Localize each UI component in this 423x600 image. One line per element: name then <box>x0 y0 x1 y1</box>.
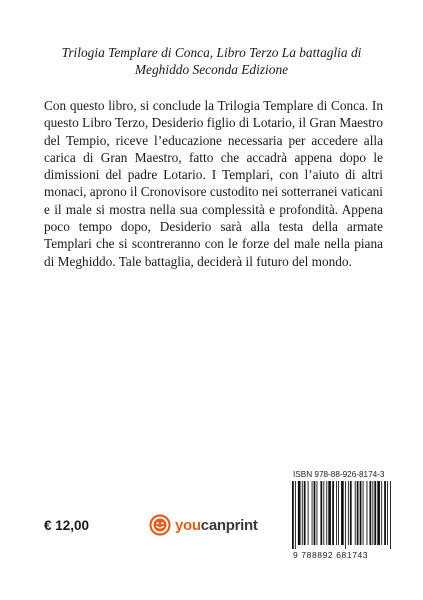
barcode-bar <box>314 481 316 545</box>
book-title-line-2: Meghiddo Seconda Edizione <box>134 62 289 77</box>
barcode-bar <box>341 481 344 545</box>
barcode-bar <box>338 481 339 545</box>
barcode-bar <box>295 481 296 549</box>
barcode-bar <box>304 481 306 545</box>
price-label: € 12,00 <box>44 518 90 533</box>
publisher-name-can: can <box>200 516 226 534</box>
barcode-bar <box>363 481 364 545</box>
barcode-bar <box>308 481 309 545</box>
barcode-bar <box>348 481 349 545</box>
publisher-name-you: you <box>175 516 201 534</box>
barcode-bar <box>377 481 380 545</box>
barcode-bar <box>350 481 352 545</box>
barcode-bar <box>381 481 382 545</box>
barcode-bar <box>328 481 331 545</box>
book-title-line-1: Trilogia Templare di Conca, Libro Terzo La battaglia di <box>61 45 362 60</box>
publisher-name <box>175 517 258 534</box>
barcode-bar <box>355 481 356 545</box>
barcode-bar <box>372 481 373 545</box>
barcode-bar <box>292 481 294 549</box>
barcode-bar <box>384 481 386 545</box>
barcode-bar <box>357 481 359 545</box>
barcode-bar <box>326 481 327 545</box>
barcode-bar <box>387 481 388 545</box>
book-description: Con questo libro, si conclude la Trilogia Templare di Conca. In questo Libro Terzo, Desiderio figlio di Lotario, il Gran Maestro del Tempio, riceve l’educazione necessaria per accedere alla carica di Gran Maestro, fatto che accadrà appena dopo le dimissioni del padre Lotario. I Templari, con l’aiuto di altri monaci, aprono il Cronovisore custodito nei sotterranei vaticani e il male si mostra nella sua complessità e profondità. Appena poco tempo dopo, Desiderio sarà alla testa della armate Templari che si scontreranno con le forze del male nella piana di Meghiddo. Tale battaglia, deciderà il futuro del mondo. <box>44 98 383 269</box>
barcode-bar <box>323 481 324 545</box>
isbn-digits: 9 788892 681743 <box>293 550 369 560</box>
barcode-bar <box>332 481 334 545</box>
isbn-block <box>289 470 397 560</box>
isbn-label: ISBN 978-88-926-8174-3 <box>293 470 385 479</box>
barcode-bar <box>336 481 337 545</box>
barcode-bar <box>320 481 322 545</box>
barcode-bar <box>390 481 391 549</box>
barcode-bar <box>298 481 301 545</box>
smiley-logo-icon <box>149 514 171 536</box>
barcode-bar <box>367 481 368 545</box>
book-title <box>40 44 383 78</box>
barcode-bar <box>369 481 371 545</box>
publisher-name-print: print <box>225 516 258 534</box>
barcode-bar <box>374 481 376 545</box>
barcode-bar <box>312 481 313 545</box>
barcode-bar <box>360 481 362 545</box>
publisher-logo <box>149 513 289 537</box>
barcode-bar <box>302 481 303 545</box>
barcode-bar <box>317 481 318 545</box>
barcode-icon <box>291 481 395 549</box>
barcode-bar <box>345 481 346 549</box>
